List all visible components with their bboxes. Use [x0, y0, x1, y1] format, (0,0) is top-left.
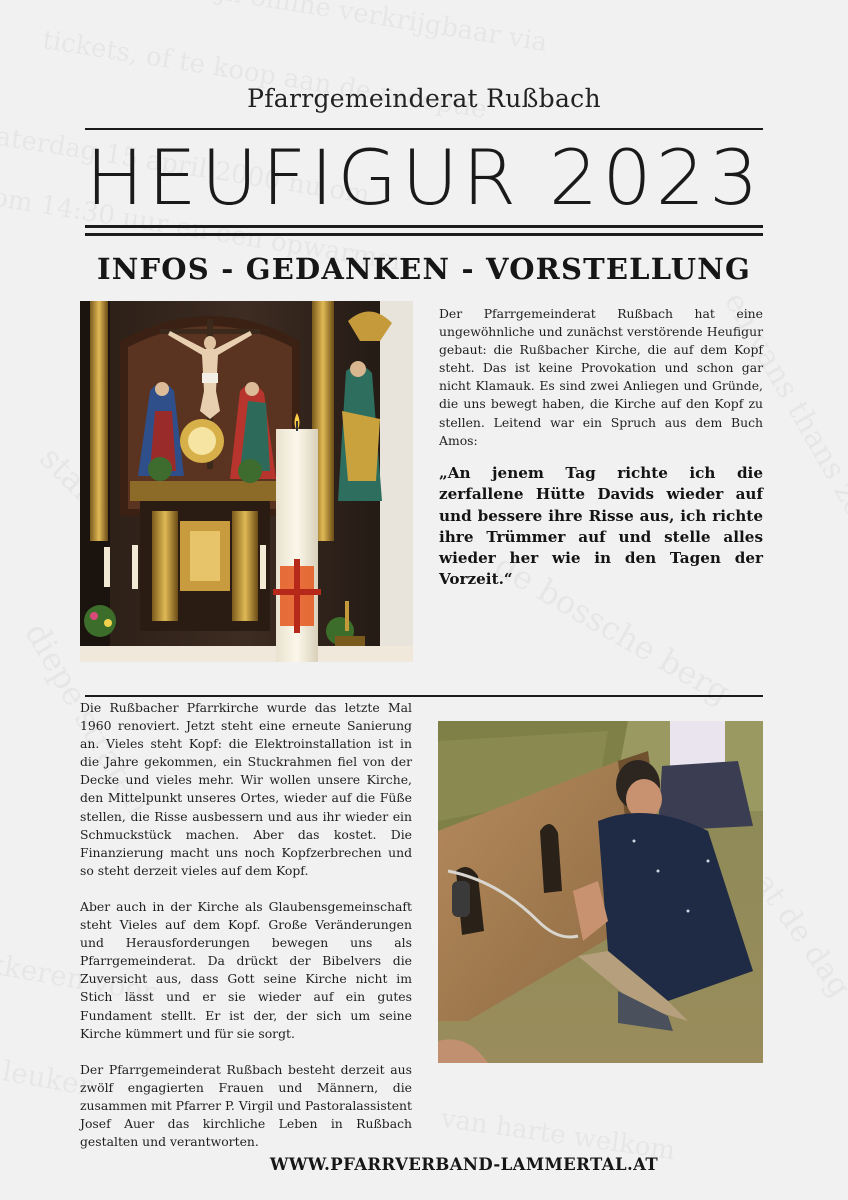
altar-photo	[80, 301, 413, 662]
title-rule-thin	[85, 233, 763, 236]
poster-title: HEUFIGUR 2023	[85, 133, 763, 222]
body-paragraph-council: Der Pfarrgemeinderat Rußbach besteht derzeit aus zwölf engagierten Frauen und Männern, die zusammen mit Pfarrer P. Virgil und Pastoralassistent Josef Auer das kirchliche Leben in Rußbach gestalten und verantworten.	[80, 1061, 412, 1150]
organization-name: Pfarrgemeinderat Rußbach	[247, 84, 601, 113]
body-text	[80, 699, 412, 1169]
section-rule	[85, 695, 763, 697]
top-rule	[85, 128, 763, 130]
heufigur-construction-photo	[438, 721, 763, 1063]
body-paragraph-community: Aber auch in der Kirche als Glaubensgemeinschaft steht Vieles auf dem Kopf. Große Veränderungen und Herausforderungen bewegen uns als Pfarrgemeinderat. Da drückt der Bibelvers die Zuversicht aus, dass Gott seine Kirche nicht im Stich lässt und er sie wieder auf ein gutes Fundament stellt. Er ist der, der sich um seine Kirche kümmert und für sie sorgt.	[80, 898, 412, 1041]
bible-quote: „An jenem Tag richte ich die zerfallene Hütte Davids wieder auf und bessere ihre Risse aus, ich richte ihre Trümmer auf und stelle alles wieder her wie in den Tagen der Vorzeit.“	[439, 464, 763, 589]
intro-paragraph: Der Pfarrgemeinderat Rußbach hat eine ungewöhnliche und zunächst verstörende Heufigur gebaut: die Rußbacher Kirche, die auf dem Kopf steht. Das ist keine Provokation und schon gar nicht Klamauk. Es sind zwei Anliegen und Gründe, die uns bewegt haben, die Kirche auf den Kopf zu stellen. Leitend war ein Spruch aus dem Buch Amos:	[439, 306, 763, 448]
poster-subtitle: INFOS - GEDANKEN - VORSTELLUNG	[97, 252, 751, 286]
title-rule-thick	[85, 225, 763, 228]
website-link[interactable]: WWW.PFARRVERBAND-LAMMERTAL.AT	[269, 1155, 659, 1174]
body-paragraph-renovation: Die Rußbacher Pfarrkirche wurde das letzte Mal 1960 renoviert. Jetzt steht eine erneute Sanierung an. Vieles steht Kopf: die Elektroinstallation ist in die Jahre gekommen, ein Stuckrahmen fiel von der Decke und vieles mehr. Wir wollen unsere Kirche, den Mittelpunkt unseres Ortes, wieder auf die Füße stellen, die Risse ausbessern und aus ihr wieder ein Schmuckstück machen. Aber das kostet. Die Finanzierung macht uns noch Kopfzerbrechen und so steht derzeit vieles auf dem Kopf.	[80, 700, 412, 878]
